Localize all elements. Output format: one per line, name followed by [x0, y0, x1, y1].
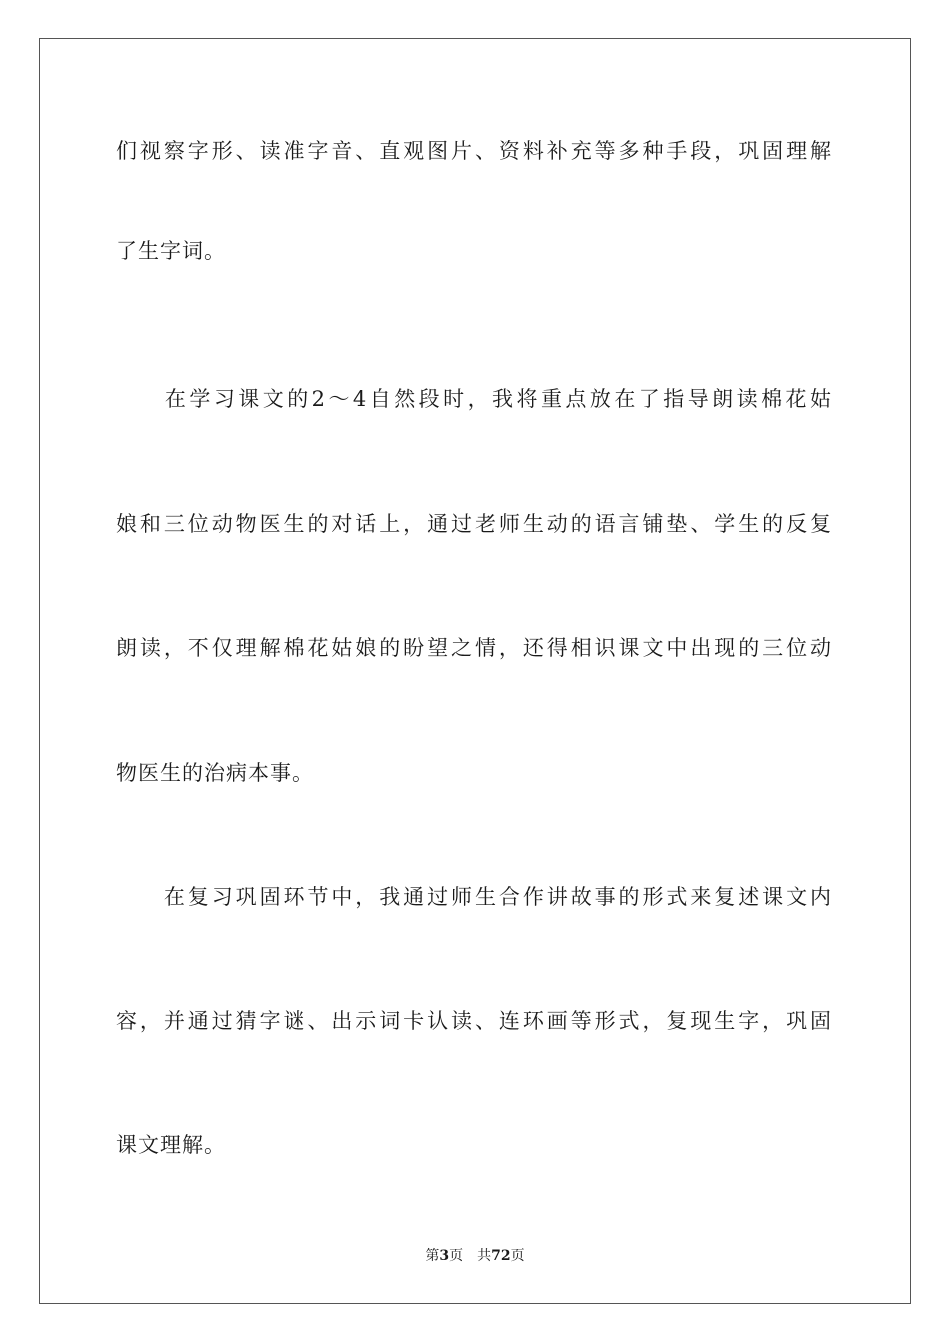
body-text-line: 了生字词。	[116, 239, 226, 263]
page-footer	[0, 1246, 950, 1266]
footer-middle: 页 共	[449, 1248, 492, 1264]
body-text-line: 在复习巩固环节中，我通过师生合作讲故事的形式来复述课文内	[116, 885, 832, 909]
body-text-line: 在学习课文的2～4自然段时，我将重点放在了指导朗读棉花姑	[116, 387, 832, 411]
body-text-line: 容，并通过猜字谜、出示词卡认读、连环画等形式，复现生字，巩固	[116, 1009, 832, 1033]
body-text-line: 朗读，不仅理解棉花姑娘的盼望之情，还得相识课文中出现的三位动	[116, 636, 832, 660]
page-frame	[39, 38, 911, 1304]
current-page-number: 3	[439, 1248, 450, 1264]
body-text-line: 物医生的治病本事。	[116, 761, 314, 785]
body-text-line: 们视察字形、读准字音、直观图片、资料补充等多种手段，巩固理解	[116, 139, 832, 163]
body-text-line: 课文理解。	[116, 1133, 226, 1157]
total-page-count: 72	[491, 1248, 511, 1264]
footer-prefix: 第	[425, 1248, 440, 1264]
body-text-line: 娘和三位动物医生的对话上，通过老师生动的语言铺垫、学生的反复	[116, 512, 832, 536]
footer-suffix: 页	[510, 1248, 525, 1264]
